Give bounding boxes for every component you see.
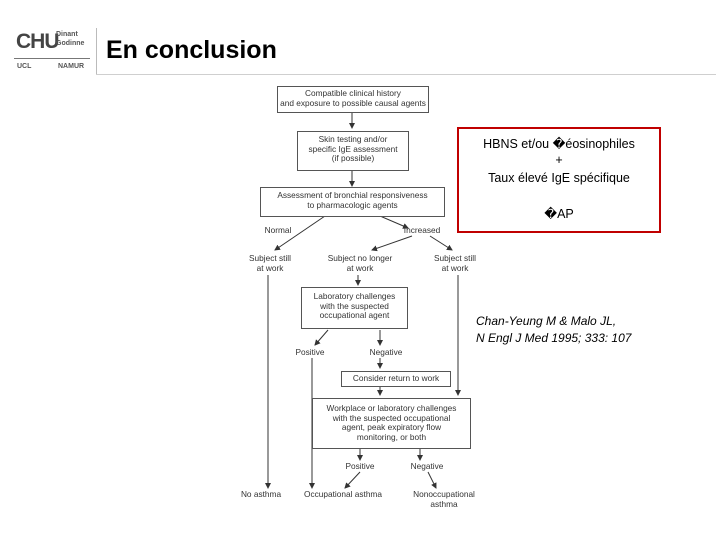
logo-right-tag: NAMUR (58, 63, 85, 70)
logo-line-2: Godinne (56, 40, 85, 47)
highlight-box (457, 127, 661, 233)
highlight-line-4: �AP (544, 207, 574, 221)
label-positive-1: Positive (295, 347, 325, 357)
label-still-at-work-left: Subject still at work (249, 253, 291, 273)
outcome-no-asthma: No asthma (240, 489, 282, 499)
outcome-occupational-asthma: Occupational asthma (304, 489, 382, 499)
logo-brand: CHU (16, 30, 59, 53)
lab-challenge-box (301, 287, 408, 329)
citation (476, 313, 631, 347)
label-positive-2: Positive (345, 461, 375, 471)
bronchial-text: Assessment of bronchial responsiveness to pharmacologic agents (277, 190, 428, 210)
label-normal: Normal (264, 225, 292, 235)
history-box-text: Compatible clinical history and exposure to possible causal agents (280, 88, 426, 108)
citation-line-2: N Engl J Med 1995; 333: 107 (476, 331, 632, 345)
highlight-line-3: Taux élevé IgE spécifique (488, 171, 630, 185)
label-negative-1: Negative (369, 347, 403, 357)
logo-left-tag: UCL (17, 63, 32, 70)
return-to-work-box (341, 371, 451, 387)
return-to-work-text: Consider return to work (352, 373, 440, 383)
label-no-longer-at-work: Subject no longer at work (327, 253, 393, 273)
label-negative-2: Negative (410, 461, 444, 471)
slide-title: En conclusion (106, 36, 277, 64)
label-still-at-work-right: Subject still at work (434, 253, 476, 273)
skin-testing-box (297, 131, 409, 171)
lab-challenge-text: Laboratory challenges with the suspected occupational agent (313, 291, 396, 320)
citation-line-1: Chan-Yeung M & Malo JL, (476, 314, 617, 328)
workplace-challenge-text: Workplace or laboratory challenges with the suspected occupational agent, peak expiratory flow monitoring, or both (326, 403, 457, 442)
highlight-line-1: HBNS et/ou �éosinophiles (483, 137, 635, 151)
bronchial-box (260, 187, 445, 217)
skin-testing-text: Skin testing and/or specific IgE assessment (if possible) (308, 134, 398, 163)
outcome-nonoccupational-asthma: Nonoccupational asthma (413, 489, 475, 509)
workplace-challenge-box (312, 398, 471, 449)
logo-line-1: Dinant (56, 31, 78, 38)
highlight-line-2: + (555, 153, 563, 167)
history-box (277, 86, 429, 113)
label-increased: Increased (403, 225, 441, 235)
